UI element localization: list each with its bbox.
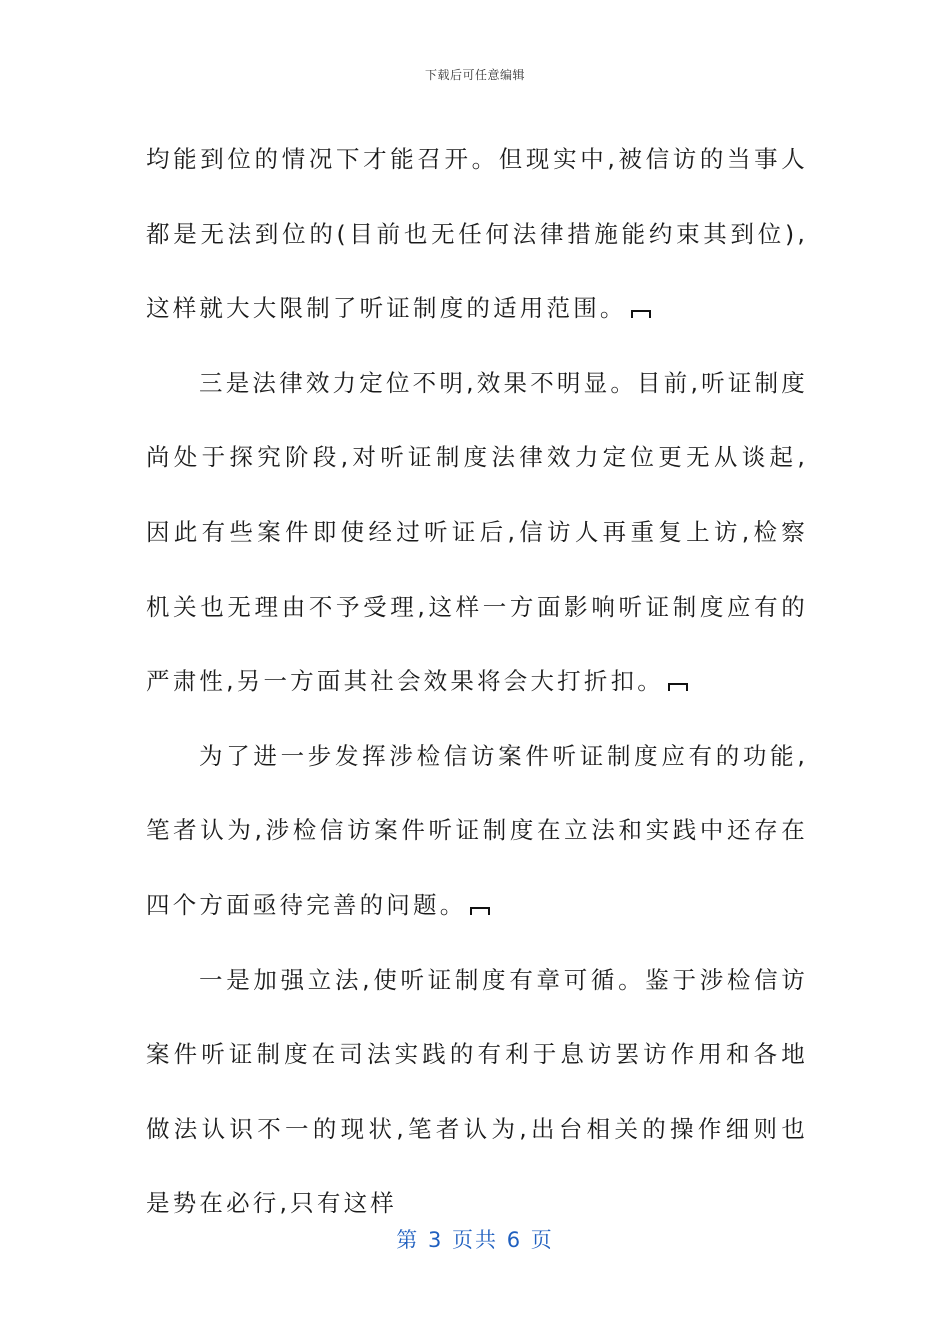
- paragraph-text: 均能到位的情况下才能召开。但现实中,被信访的当事人都是无法到位的(目前也无任何法律措施能约束其到位),这样就大大限制了听证制度的适用范围。: [146, 145, 808, 323]
- page-footer: [0, 1224, 950, 1254]
- footer-suffix: 页: [530, 1228, 554, 1252]
- paragraph: [146, 346, 808, 719]
- paragraph: [146, 719, 808, 943]
- paragraph-end-mark-icon: [470, 907, 490, 915]
- footer-prefix: 第: [396, 1228, 420, 1252]
- paragraph-text: 三是法律效力定位不明,效果不明显。目前,听证制度尚处于探究阶段,对听证制度法律效力定位更无从谈起,因此有些案件即使经过听证后,信访人再重复上访,检察机关也无理由不予受理,这样一方面影响听证制度应有的严肃性,另一方面其社会效果将会大打折扣。: [146, 368, 808, 696]
- paragraph-text: 一是加强立法,使听证制度有章可循。鉴于涉检信访案件听证制度在司法实践的有利于息访罢访作用和各地做法认识不一的现状,笔者认为,出台相关的操作细则也是势在必行,只有这样: [146, 965, 808, 1218]
- document-body: [146, 122, 808, 1241]
- paragraph-end-mark-icon: [668, 683, 688, 691]
- current-page-number: 3: [427, 1228, 444, 1252]
- paragraph-end-mark-icon: [631, 310, 651, 318]
- footer-middle: 页共: [452, 1228, 498, 1252]
- page-header: 下载后可任意编辑: [424, 68, 525, 82]
- paragraph: [146, 122, 808, 346]
- paragraph: [146, 943, 808, 1241]
- total-page-number: 6: [506, 1228, 523, 1252]
- paragraph-text: 为了进一步发挥涉检信访案件听证制度应有的功能,笔者认为,涉检信访案件听证制度在立法和实践中还存在四个方面亟待完善的问题。: [146, 741, 808, 919]
